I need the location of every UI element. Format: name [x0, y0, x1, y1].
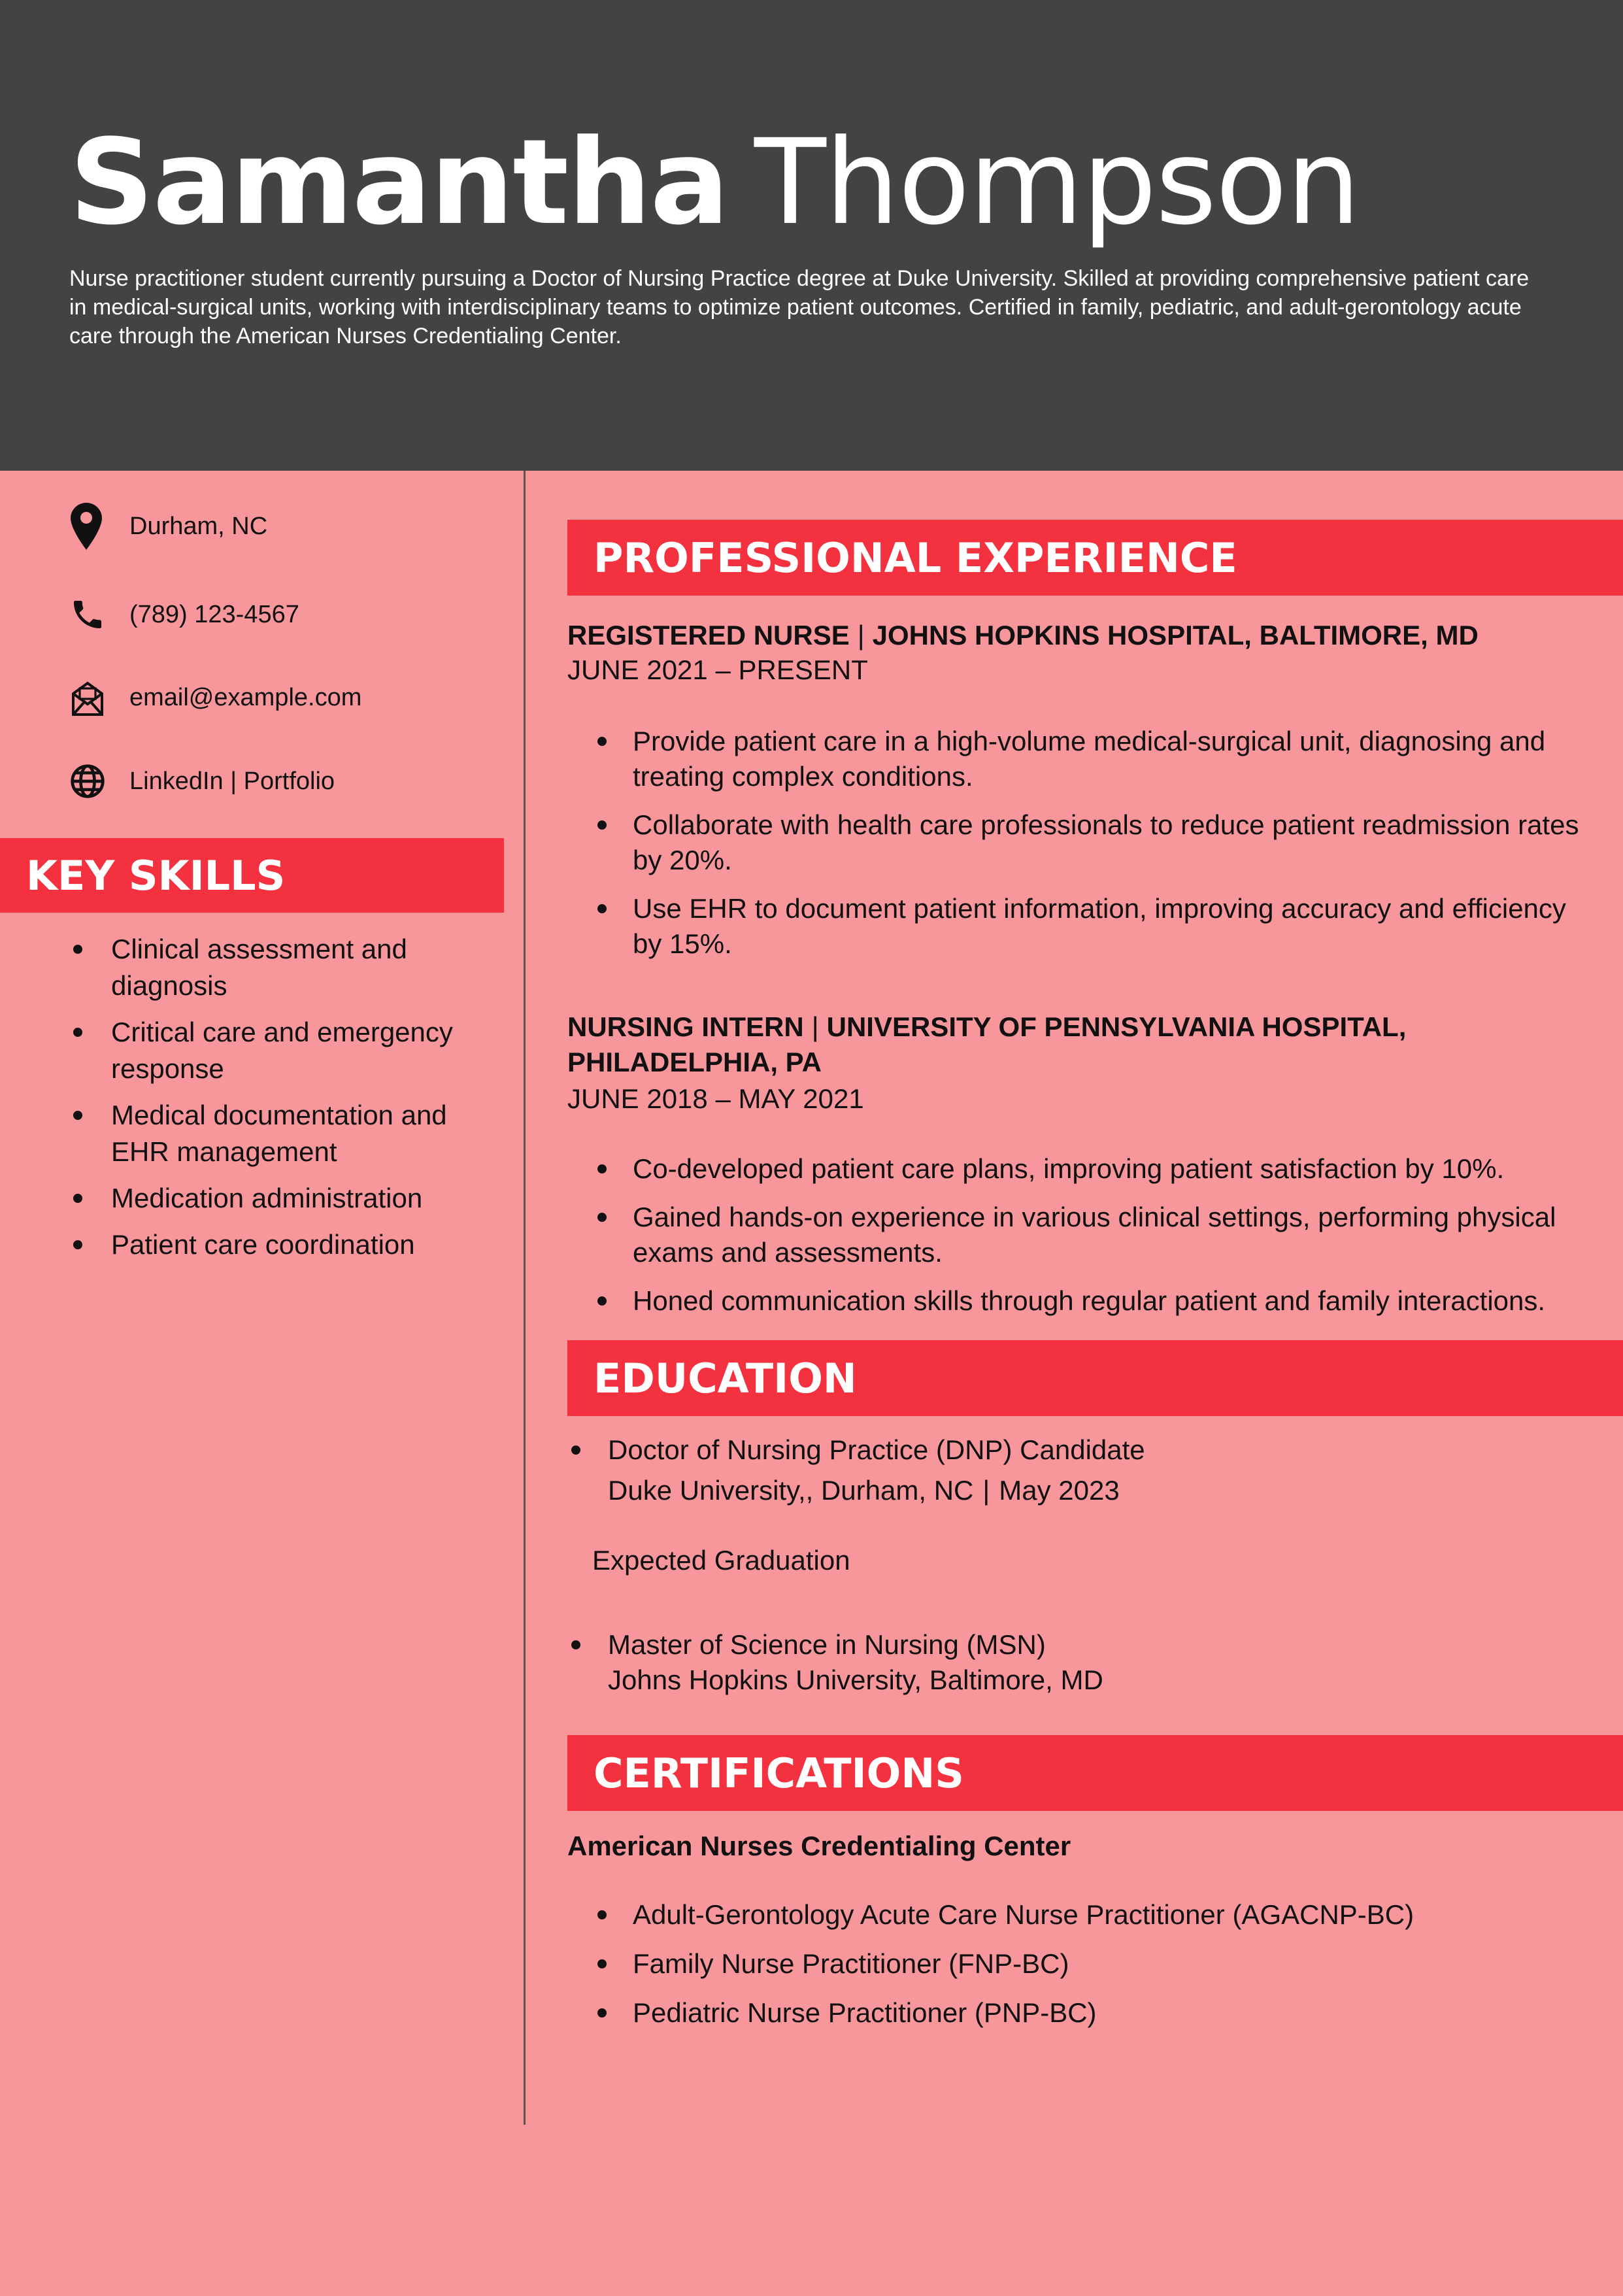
edu-separator: | [982, 1475, 990, 1506]
email-text: email@example.com [129, 683, 362, 711]
certifications-heading: CERTIFICATIONS [567, 1735, 1623, 1811]
job-separator: | [857, 620, 865, 650]
experience-heading: PROFESSIONAL EXPERIENCE [567, 520, 1623, 596]
skills-list [69, 931, 494, 1273]
list-item: Collaborate with health care professionals to reduce patient readmission rates by 20%. [594, 807, 1600, 878]
job-employer: UNIVERSITY OF PENNSYLVANIA HOSPITAL, PHILADELPHIA, PA [567, 1011, 1407, 1077]
location-text: Durham, NC [129, 512, 268, 540]
education-heading: EDUCATION [567, 1340, 1623, 1416]
degree: Master of Science in Nursing (MSN) [608, 1629, 1046, 1660]
list-item: Honed communication skills through regular patient and family interactions. [594, 1283, 1600, 1319]
list-item: Pediatric Nurse Practitioner (PNP-BC) [594, 1995, 1600, 2031]
job-separator: | [811, 1011, 819, 1042]
last-name: Thompson [754, 114, 1360, 251]
list-item: Critical care and emergency response [69, 1014, 494, 1087]
phone-icon [69, 592, 109, 637]
education-list [567, 1432, 1587, 1508]
profile-summary: Nurse practitioner student currently pursuing a Doctor of Nursing Practice degree at Duke University. Skilled at providing comprehensive patient care in medical-surgical units, working with interdisciplinary teams to optimize patient outcomes. Certified in family, pediatric, and adult-gerontology acute care through the American Nurses Credentialing Center. [69, 266, 1530, 348]
list-item [567, 1627, 1587, 1698]
contact-links[interactable] [69, 758, 494, 804]
list-item: Medication administration [69, 1180, 494, 1217]
list-item: Co-developed patient care plans, improving patient satisfaction by 10%. [594, 1151, 1600, 1187]
cert-list [594, 1897, 1600, 2044]
contact-location [69, 503, 494, 549]
job-title-1 [567, 618, 1587, 653]
mail-icon [69, 675, 109, 720]
list-item: Family Nurse Practitioner (FNP-BC) [594, 1946, 1600, 1982]
job-role: REGISTERED NURSE [567, 620, 850, 650]
job-duties-2 [594, 1151, 1600, 1332]
phone-text: (789) 123-4567 [129, 600, 299, 628]
column-divider [524, 471, 526, 2125]
list-item: Medical documentation and EHR management [69, 1097, 494, 1170]
header [0, 0, 1623, 471]
globe-icon [69, 758, 109, 804]
list-item: Clinical assessment and diagnosis [69, 931, 494, 1004]
expected-graduation: Expected Graduation [592, 1545, 850, 1576]
list-item: Provide patient care in a high-volume medical-surgical unit, diagnosing and treating complex conditions. [594, 724, 1600, 794]
school-line [608, 1473, 1587, 1508]
list-item: Patient care coordination [69, 1226, 494, 1263]
school: Duke University,, Durham, NC [608, 1475, 974, 1506]
list-item [567, 1432, 1587, 1508]
key-skills-heading: KEY SKILLS [0, 838, 504, 913]
list-item: Gained hands-on experience in various clinical settings, performing physical exams and assessments. [594, 1200, 1600, 1270]
links-text[interactable]: LinkedIn | Portfolio [129, 767, 335, 795]
first-name: Samantha [69, 114, 728, 251]
location-pin-icon [69, 503, 109, 549]
cert-organization: American Nurses Credentialing Center [567, 1831, 1071, 1861]
grad-date: May 2023 [999, 1475, 1120, 1506]
contact-phone[interactable] [69, 592, 494, 637]
candidate-name [69, 111, 1360, 255]
list-item: Use EHR to document patient information, improving accuracy and efficiency by 15%. [594, 891, 1600, 962]
education-list-2 [567, 1627, 1587, 1698]
job-dates-1: JUNE 2021 – PRESENT [567, 654, 868, 685]
job-title-2 [567, 1009, 1587, 1080]
job-dates-2: JUNE 2018 – MAY 2021 [567, 1083, 864, 1114]
degree: Doctor of Nursing Practice (DNP) Candidate [608, 1434, 1145, 1465]
list-item: Adult-Gerontology Acute Care Nurse Practitioner (AGACNP-BC) [594, 1897, 1600, 1933]
contact-email[interactable] [69, 675, 494, 720]
job-role: NURSING INTERN [567, 1011, 804, 1042]
job-duties-1 [594, 724, 1600, 975]
job-employer: JOHNS HOPKINS HOSPITAL, BALTIMORE, MD [872, 620, 1479, 650]
school: Johns Hopkins University, Baltimore, MD [608, 1664, 1103, 1695]
